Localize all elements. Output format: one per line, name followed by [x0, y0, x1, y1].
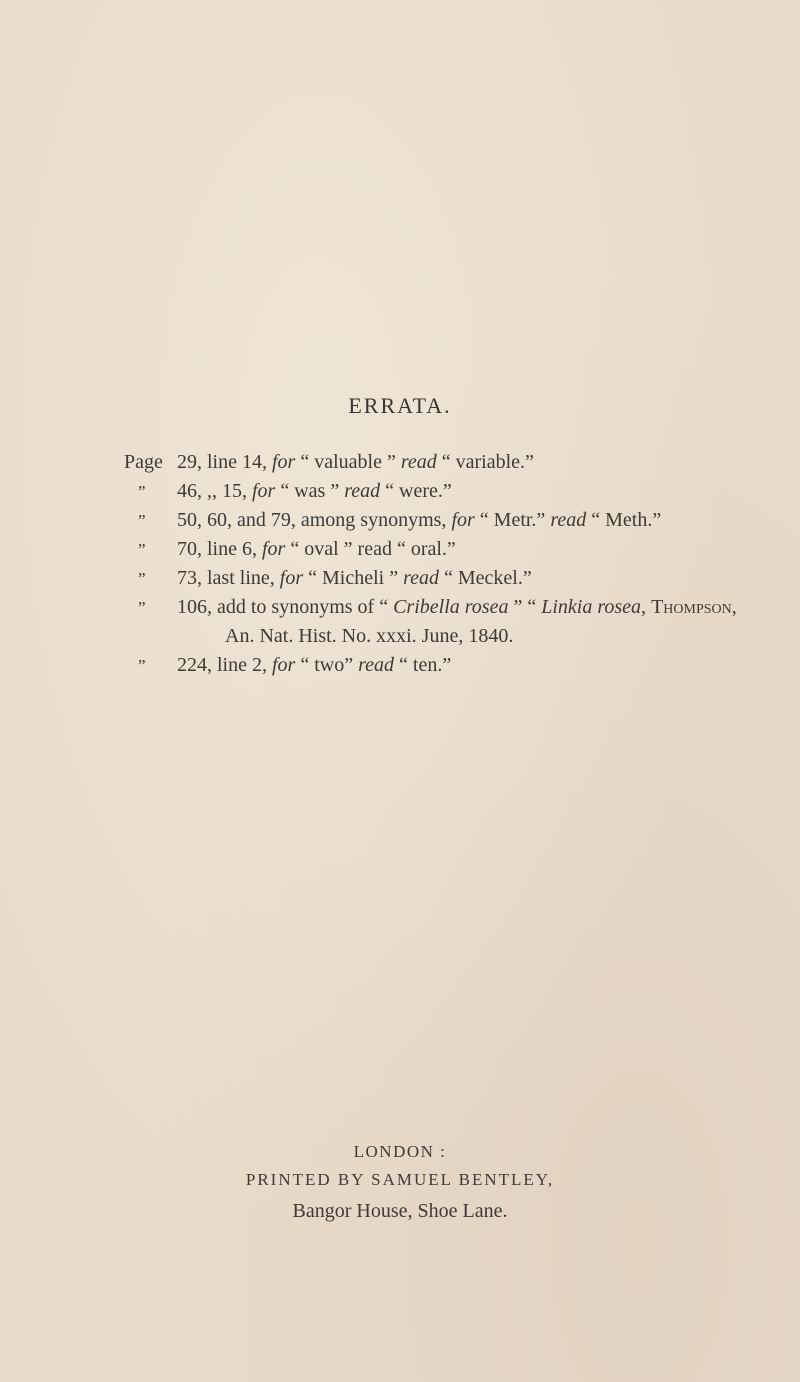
- errata-text: [177, 448, 534, 477]
- ditto-mark: ”: [138, 598, 146, 617]
- text-segment: “ Meth.”: [586, 509, 662, 531]
- errata-entry: [124, 448, 784, 477]
- errata-text: [177, 564, 532, 593]
- italic-segment: for: [451, 509, 475, 531]
- ditto-mark: ”: [138, 569, 146, 588]
- imprint-city: LONDON :: [353, 1142, 447, 1161]
- ditto-mark: ”: [138, 540, 146, 559]
- italic-segment: for: [279, 567, 304, 589]
- text-segment: ” “: [508, 596, 542, 618]
- errata-entry: [124, 593, 784, 622]
- italic-segment: read: [400, 451, 437, 473]
- italic-segment: for: [272, 451, 296, 473]
- imprint: [0, 1138, 800, 1227]
- errata-text: [177, 593, 737, 622]
- text-segment: “ Metr.”: [474, 509, 551, 531]
- italic-segment: Linkia: [541, 596, 593, 618]
- errata-title: ERRATA.: [348, 393, 452, 418]
- text-segment: 106, add to synonyms of “: [177, 596, 394, 618]
- italic-segment: read: [358, 654, 395, 676]
- italic-segment: for: [262, 538, 286, 560]
- errata-entry: [124, 651, 784, 680]
- ditto-mark: ”: [138, 656, 146, 675]
- text-segment: “ variable.”: [436, 451, 534, 473]
- italic-segment: for: [272, 654, 296, 676]
- errata-text: [177, 651, 451, 680]
- ditto-mark: ”: [138, 511, 146, 530]
- text-segment: 224, line 2,: [177, 654, 272, 676]
- text-segment: 46, ,, 15,: [177, 480, 252, 502]
- errata-entry: [124, 477, 784, 506]
- errata-list: [124, 448, 784, 680]
- errata-text: [177, 477, 452, 506]
- italic-segment: read: [344, 480, 381, 502]
- text-segment: “ Micheli ”: [303, 567, 404, 589]
- text-segment: 29, line 14,: [177, 451, 272, 473]
- page-label: Page: [124, 451, 163, 473]
- errata-text: [177, 535, 456, 564]
- italic-segment: read: [403, 567, 439, 589]
- italic-segment: Cribella rosea: [393, 596, 509, 618]
- text-segment: “ two”: [295, 654, 359, 676]
- errata-text: [177, 506, 661, 535]
- text-segment: 73, last line,: [177, 567, 280, 589]
- text-segment: “ Meckel.”: [439, 567, 532, 589]
- italic-segment: for: [252, 480, 276, 502]
- text-segment: “ ten.”: [394, 654, 452, 676]
- text-segment: “ valuable ”: [295, 451, 401, 473]
- errata-continuation: [124, 622, 784, 651]
- ditto-mark: ”: [138, 482, 146, 501]
- text-segment: 70, line 6,: [177, 538, 262, 560]
- italic-segment: rosea,: [597, 596, 647, 618]
- errata-entry: [124, 506, 784, 535]
- continuation-text: An. Nat. Hist. No. xxxi. June, 1840.: [225, 625, 514, 647]
- imprint-address: Bangor House, Shoe Lane.: [292, 1200, 508, 1222]
- errata-entry: [124, 564, 784, 593]
- italic-segment: read: [550, 509, 587, 531]
- text-segment: 50, 60, and 79, among synonyms,: [177, 509, 452, 531]
- text-segment: “ oval ” read “ oral.”: [285, 538, 456, 560]
- errata-entry: [124, 535, 784, 564]
- text-segment: “ were.”: [380, 480, 452, 502]
- text-segment: Thompson,: [651, 596, 737, 618]
- text-segment: “ was ”: [275, 480, 345, 502]
- imprint-printer: PRINTED BY SAMUEL BENTLEY,: [245, 1170, 555, 1189]
